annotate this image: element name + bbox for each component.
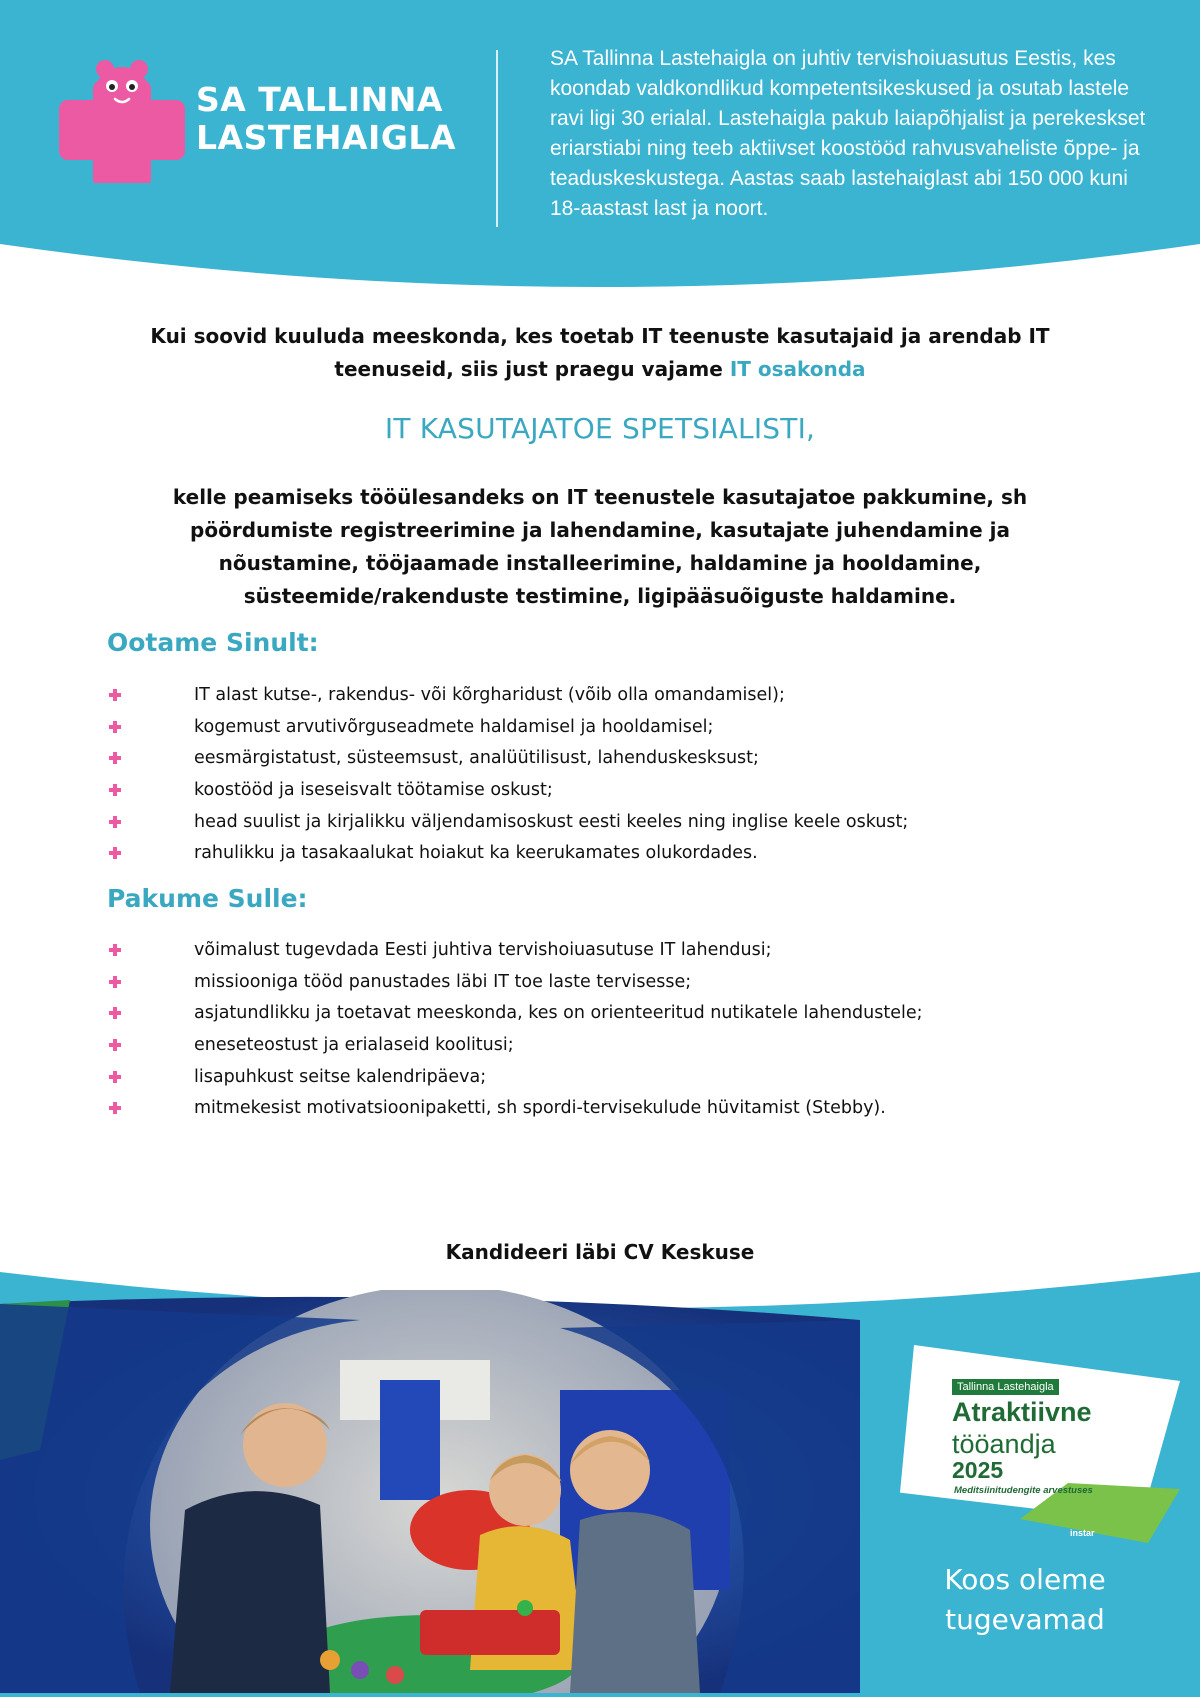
list-item-text: rahulikku ja tasakaalukat hoiakut ka keerukamates olukordades. xyxy=(194,843,758,864)
badge-subtitle: Meditsiinitudengite arvestuses xyxy=(954,1485,1093,1496)
badge-year: 2025 xyxy=(952,1457,1004,1483)
intro-accent: IT osakonda xyxy=(729,357,866,381)
list-item-text: missiooniga tööd panustades läbi IT toe laste tervisesse; xyxy=(194,971,692,992)
pink-cross-bullet-icon xyxy=(108,975,122,989)
logo-line-1: SA TALLINNA xyxy=(196,80,443,119)
pink-cross-bullet-icon xyxy=(108,846,122,860)
logo-line-2: LASTEHAIGLA xyxy=(196,118,456,157)
slogan-line-1: Koos oleme xyxy=(944,1563,1106,1596)
children-play-photo xyxy=(0,1290,860,1693)
attractive-employer-badge xyxy=(900,1345,1180,1538)
list-item-text: mitmekesist motivatsioonipaketti, sh spordi-tervisekulude hüvitamist (Stebby). xyxy=(194,1098,886,1119)
list-item-text: lisapuhkust seitse kalendripäeva; xyxy=(194,1066,487,1087)
list-item-text: head suulist ja kirjalikku väljendamisoskust eesti keeles ning inglise keele oskust; xyxy=(194,811,909,832)
requirements-list xyxy=(108,680,908,870)
list-item xyxy=(108,1030,923,1062)
list-item xyxy=(108,967,923,999)
pink-cross-bullet-icon xyxy=(108,1101,122,1115)
badge-tag: Tallinna Lastehaigla xyxy=(952,1379,1059,1395)
pink-cross-bullet-icon xyxy=(108,783,122,797)
offers-list xyxy=(108,935,923,1125)
list-item xyxy=(108,998,923,1030)
list-item xyxy=(108,775,908,807)
pink-cross-bullet-icon xyxy=(108,720,122,734)
badge-title-line-1: Atraktiivne xyxy=(952,1397,1092,1427)
slogan-line-2: tugevamad xyxy=(945,1603,1105,1636)
pink-cross-bullet-icon xyxy=(108,1070,122,1084)
logo-wordmark xyxy=(196,81,456,157)
list-item-text: asjatundlikku ja toetavat meeskonda, kes on orienteeritud nutikatele lahendustele; xyxy=(194,1003,923,1024)
list-item-text: eneseteostust ja erialaseid koolitusi; xyxy=(194,1035,514,1056)
apply-link[interactable]: Kandideeri läbi CV Keskuse xyxy=(445,1240,755,1264)
header-divider xyxy=(496,50,498,227)
pink-cross-bullet-icon xyxy=(108,751,122,765)
pink-cross-bullet-icon xyxy=(108,1038,122,1052)
list-item xyxy=(108,743,908,775)
pink-cross-bullet-icon xyxy=(108,815,122,829)
list-item-text: kogemust arvutivõrguseadmete haldamisel ja hooldamisel; xyxy=(194,716,714,737)
list-item xyxy=(108,807,908,839)
intro-main: Kui soovid kuuluda meeskonda, kes toetab IT teenuste kasutajaid ja arendab IT teenuseid, siis just praegu vajame xyxy=(150,324,1050,381)
list-item xyxy=(108,1093,923,1125)
offers-heading: Pakume Sulle: xyxy=(107,884,308,913)
pink-cross-bullet-icon xyxy=(108,1006,122,1020)
list-item-text: IT alast kutse-, rakendus- või kõrgharidust (võib olla omandamisel); xyxy=(194,685,785,705)
badge-title-line-2: tööandja xyxy=(952,1429,1056,1459)
list-item xyxy=(108,1062,923,1094)
list-item-text: võimalust tugevdada Eesti juhtiva tervishoiuasutuse IT lahendusi; xyxy=(194,940,772,960)
list-item xyxy=(108,680,908,712)
list-item-text: koostööd ja iseseisvalt töötamise oskust; xyxy=(194,780,553,801)
list-item xyxy=(108,712,908,744)
job-description: kelle peamiseks tööülesandeks on IT teenustele kasutajatoe pakkumine, sh pöördumiste registreerimine ja lahendamine, kasutajate juhendamine ja nõustamine, tööjaamade installeerimine, haldamine ja hooldamine, süsteemide/rakenduste testimine, ligipääsuõiguste haldamine. xyxy=(172,485,1028,608)
intro-text xyxy=(95,320,1105,386)
list-item-text: eesmärgistatust, süsteemsust, analüütilisust, lahenduskesksust; xyxy=(194,748,759,769)
hospital-logo[interactable] xyxy=(58,55,458,185)
pink-cross-bullet-icon xyxy=(108,688,122,702)
requirements-heading: Ootame Sinult: xyxy=(107,628,319,657)
pink-cross-bullet-icon xyxy=(108,943,122,957)
job-title: IT KASUTAJATOE SPETSIALISTI, xyxy=(384,412,816,445)
list-item xyxy=(108,838,908,870)
slogan xyxy=(910,1560,1140,1640)
list-item xyxy=(108,935,923,967)
badge-brand: instar xyxy=(1070,1528,1095,1538)
hospital-description: SA Tallinna Lastehaigla on juhtiv tervishoiuasutus Eestis, kes koondab valdkondlikud kompetentsikeskused ja osutab lastele ravi ligi 30 erialal. Lastehaigla pakub laiapõhjalist ja perekeskset eriarstiabi ning teeb aktiivset koostööd rahvusvaheliste õppe- ja teaduskeskustega. Aastas saab lastehaiglast abi 150 000 kuni 18-aastast last ja noort. xyxy=(550,47,1146,220)
hospital-bear-cross-icon xyxy=(58,55,186,183)
